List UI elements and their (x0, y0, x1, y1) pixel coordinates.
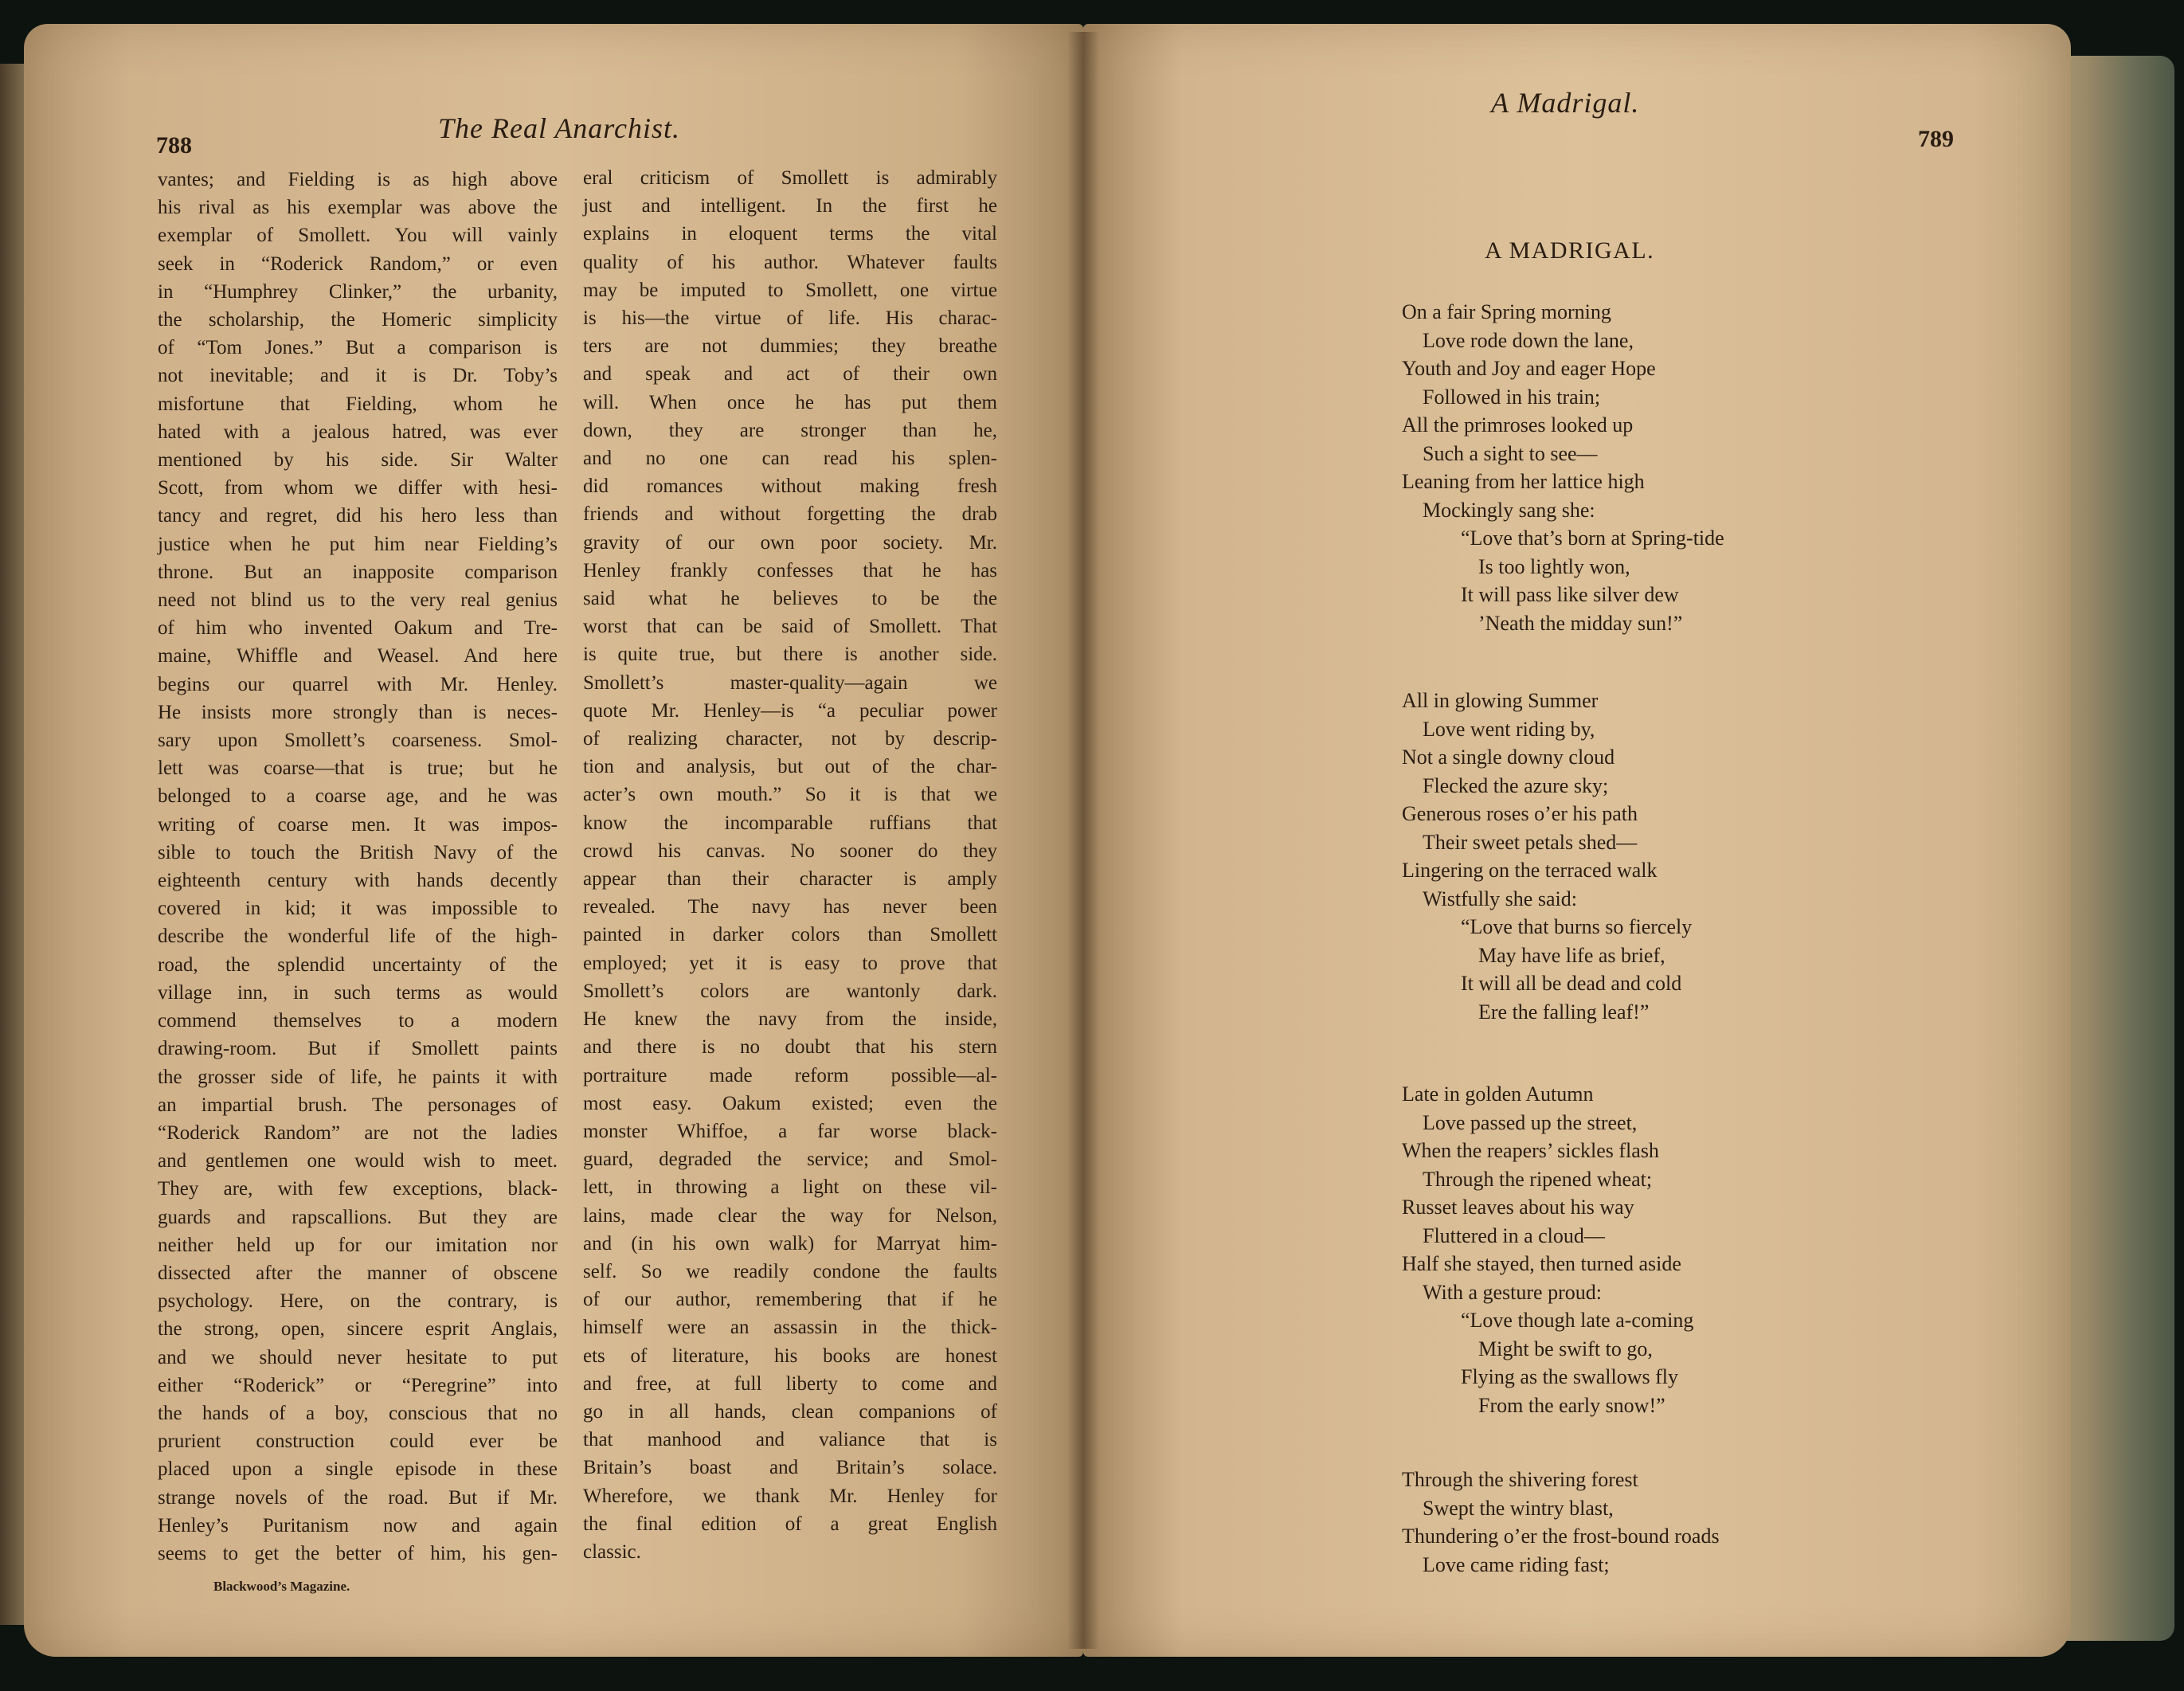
text-line: village inn, in such terms as would (158, 981, 558, 1004)
poem-line: Generous roses o’er his path (1402, 802, 1638, 825)
text-line: road, the splendid uncertainty of the (158, 953, 558, 976)
poem-line: Love passed up the street, (1423, 1110, 1638, 1134)
poem-line: Is too lightly won, (1478, 554, 1630, 578)
text-line: said what he believes to be the (583, 588, 997, 610)
poem-line: Flying as the swallows fly (1461, 1365, 1678, 1388)
text-line: eighteenth century with hands decently (158, 870, 558, 892)
text-line: seek in “Roderick Random,” or even (158, 252, 558, 275)
text-line: and (in his own walk) for Marryat him- (583, 1232, 997, 1255)
poem-line: Not a single downy cloud (1402, 746, 1615, 769)
text-line: vantes; and Fielding is as high above (158, 169, 558, 190)
text-line: and we should never hesitate to put (158, 1346, 558, 1368)
poem-line: Leaning from her lattice high (1402, 470, 1645, 493)
text-line: his rival as his exemplar was above the (158, 197, 558, 219)
text-line: either “Roderick” or “Peregrine” into (158, 1374, 558, 1396)
text-line: lains, made clear the way for Nelson, (583, 1204, 997, 1227)
text-line: the strong, open, sincere esprit Anglais, (158, 1318, 558, 1341)
poem-line: Followed in his train; (1423, 385, 1601, 409)
poem-line: Their sweet petals shed— (1423, 830, 1638, 854)
text-line: acter’s own mouth.” So it is that we (583, 784, 997, 806)
text-line: the grosser side of life, he paints it with (158, 1066, 558, 1088)
poem-line: Half she stayed, then turned aside (1402, 1252, 1681, 1275)
text-line: Smollett’s master-quality—again we (583, 671, 997, 694)
poem-line: Through the shivering forest (1402, 1468, 1638, 1491)
text-line: commend themselves to a modern (158, 1010, 558, 1032)
text-line: go in all hands, clean companions of (583, 1400, 997, 1423)
text-line: misfortune that Fielding, whom he (158, 393, 558, 415)
text-line: and speak and act of their own (583, 363, 997, 386)
text-line: and gentlemen one would wish to meet. (158, 1150, 558, 1172)
text-line: ets of literature, his books are honest (583, 1345, 997, 1367)
text-line: tion and analysis, but out of the char- (583, 756, 997, 778)
text-line: They are, with few exceptions, black- (158, 1178, 558, 1200)
poem-line: Love came riding fast; (1423, 1552, 1610, 1576)
text-line: is his—the virtue of life. His charac- (583, 307, 997, 330)
poem-line: Such a sight to see— (1423, 441, 1598, 465)
text-line: an impartial brush. The personages of (158, 1094, 558, 1116)
text-line: most easy. Oakum existed; even the (583, 1092, 997, 1114)
poem-line: May have life as brief, (1478, 943, 1665, 967)
text-line: guard, degraded the service; and Smol- (583, 1149, 997, 1171)
poem-line: On a fair Spring morning (1402, 300, 1611, 323)
poem-stanza (1402, 1466, 1720, 1579)
text-line: of “Tom Jones.” But a comparison is (158, 337, 558, 359)
text-line: painted in darker colors than Smollett (583, 924, 997, 946)
text-line: seems to get the better of him, his gen- (158, 1542, 558, 1564)
text-line: strange novels of the road. But if Mr. (158, 1486, 558, 1509)
book-gutter (1067, 32, 1099, 1649)
text-line: sible to touch the British Navy of the (158, 841, 558, 863)
text-line: worst that can be said of Smollett. That (583, 616, 997, 638)
poem-line: All the primroses looked up (1402, 413, 1634, 436)
poem-line: Youth and Joy and eager Hope (1402, 357, 1656, 380)
text-line: guards and rapscallions. But they are (158, 1206, 558, 1228)
text-line: exemplar of Smollett. You will vainly (158, 225, 558, 247)
poem-stanza (1402, 298, 1724, 637)
poem-line: “Love that’s born at Spring-tide (1461, 526, 1724, 550)
text-line: friends and without forgetting the drab (583, 503, 997, 526)
poem-line: Late in golden Autumn (1402, 1082, 1594, 1106)
text-line: not inevitable; and it is Dr. Toby’s (158, 365, 558, 387)
text-line: of our author, remembering that if he (583, 1289, 997, 1311)
poem-line: With a gesture proud: (1423, 1280, 1602, 1304)
poem-title: A MADRIGAL. (1485, 237, 1655, 264)
text-line: drawing-room. But if Smollett paints (158, 1038, 558, 1060)
text-line: mentioned by his side. Sir Walter (158, 449, 558, 472)
text-line: the final edition of a great English (583, 1513, 997, 1535)
text-line: ters are not dummies; they breathe (583, 335, 997, 358)
text-line: appear than their character is amply (583, 868, 997, 891)
text-line: classic. (583, 1540, 641, 1563)
poem-line: Love rode down the lane, (1423, 328, 1634, 352)
text-line: covered in kid; it was impossible to (158, 898, 558, 920)
text-line: of him who invented Oakum and Tre- (158, 617, 558, 640)
text-line: revealed. The navy has never been (583, 896, 997, 918)
poem-line: Russet leaves about his way (1402, 1196, 1634, 1219)
text-line: neither held up for our imitation nor (158, 1234, 558, 1256)
text-line: employed; yet it is easy to prove that (583, 952, 997, 974)
text-line: Henley frankly confesses that he has (583, 559, 997, 581)
text-line: will. When once he has put them (583, 391, 997, 413)
text-line: placed upon a single episode in these (158, 1458, 558, 1481)
text-line: describe the wonderful life of the high- (158, 926, 558, 948)
text-line: portraiture made reform possible—al- (583, 1064, 997, 1086)
text-line: and there is no doubt that his stern (583, 1036, 997, 1059)
text-line: and no one can read his splen- (583, 448, 997, 470)
left-page-number: 788 (156, 132, 192, 159)
left-text-column-2 (583, 164, 997, 1566)
poem-line: Swept the wintry blast, (1423, 1496, 1614, 1520)
poem-line: Might be swift to go, (1478, 1337, 1653, 1360)
text-line: know the incomparable ruffians that (583, 812, 997, 834)
text-line: the hands of a boy, conscious that no (158, 1402, 558, 1424)
text-line: begins our quarrel with Mr. Henley. (158, 673, 558, 695)
text-line: sary upon Smollett’s coarseness. Smol- (158, 730, 558, 752)
text-line: explains in eloquent terms the vital (583, 223, 997, 245)
poem-line: Flecked the azure sky; (1423, 773, 1609, 797)
text-line: monster Whiffoe, a far worse black- (583, 1120, 997, 1142)
text-line: down, they are stronger than he, (583, 419, 997, 441)
text-line: himself were an assassin in the thick- (583, 1317, 997, 1339)
text-line: did romances without making fresh (583, 476, 997, 498)
poem-line: ’Neath the midday sun!” (1478, 611, 1683, 635)
text-line: throne. But an inapposite comparison (158, 561, 558, 583)
text-line: He insists more strongly than is neces- (158, 701, 558, 723)
text-line: of realizing character, not by descrip- (583, 728, 997, 750)
source-attribution: Blackwood’s Magazine. (213, 1579, 350, 1594)
poem-stanza (1402, 1080, 1693, 1419)
text-line: Wherefore, we thank Mr. Henley for (583, 1485, 997, 1507)
text-line: hated with a jealous hatred, was ever (158, 421, 558, 443)
poem-stanza (1402, 687, 1692, 1026)
text-line: Smollett’s colors are wantonly dark. (583, 980, 997, 1002)
text-line: Britain’s boast and Britain’s solace. (583, 1457, 997, 1479)
text-line: tancy and regret, did his hero less than (158, 505, 558, 527)
text-line: in “Humphrey Clinker,” the urbanity, (158, 280, 558, 303)
poem-line: “Love though late a-coming (1461, 1309, 1694, 1332)
text-line: that manhood and valiance that is (583, 1429, 997, 1451)
text-line: prurient construction could ever be (158, 1431, 558, 1453)
text-line: lett was coarse—that is true; but he (158, 757, 558, 780)
poem-line: Love went riding by, (1423, 717, 1595, 741)
poem-line: Fluttered in a cloud— (1423, 1223, 1605, 1247)
text-line: justice when he put him near Fielding’s (158, 533, 558, 555)
text-line: maine, Whiffle and Weasel. And here (158, 645, 558, 667)
right-running-head: A Madrigal. (1491, 87, 1640, 119)
poem-line: It will pass like silver dew (1461, 583, 1679, 606)
text-line: writing of coarse men. It was impos- (158, 813, 558, 836)
poem-line: “Love that burns so fiercely (1461, 915, 1693, 938)
text-line: Henley’s Puritanism now and again (158, 1514, 558, 1536)
poem-line: Lingering on the terraced walk (1402, 859, 1658, 882)
text-line: eral criticism of Smollett is admirably (583, 167, 997, 189)
text-line: may be imputed to Smollett, one virtue (583, 279, 997, 301)
poem-line: Wistfully she said: (1423, 887, 1577, 910)
poem-line: Through the ripened wheat; (1423, 1167, 1653, 1191)
poem-line: Mockingly sang she: (1423, 498, 1595, 522)
text-line: need not blind us to the very real genius (158, 589, 558, 612)
poem-line: Ere the falling leaf!” (1478, 1000, 1650, 1024)
text-line: crowd his canvas. No sooner do they (583, 840, 997, 862)
text-line: dissected after the manner of obscene (158, 1262, 558, 1284)
text-line: quality of his author. Whatever faults (583, 251, 997, 273)
text-line: belonged to a coarse age, and he was (158, 785, 558, 808)
left-text-column-1 (158, 166, 558, 1568)
poem-line: When the reapers’ sickles flash (1402, 1139, 1659, 1162)
poem-line: It will all be dead and cold (1461, 972, 1682, 995)
poem-line: From the early snow!” (1478, 1393, 1665, 1417)
left-running-head: The Real Anarchist. (438, 112, 680, 144)
text-line: quote Mr. Henley—is “a peculiar power (583, 699, 997, 722)
text-line: Scott, from whom we differ with hesi- (158, 477, 558, 499)
right-page-number: 789 (1918, 126, 1954, 152)
text-line: and free, at full liberty to come and (583, 1372, 997, 1395)
text-line: self. So we readily condone the faults (583, 1260, 997, 1282)
text-line: just and intelligent. In the first he (583, 195, 997, 217)
text-line: is quite true, but there is another side. (583, 644, 997, 666)
poem-line: All in glowing Summer (1402, 689, 1599, 712)
text-line: “Roderick Random” are not the ladies (158, 1121, 558, 1144)
text-line: the scholarship, the Homeric simplicity (158, 309, 558, 331)
text-line: psychology. Here, on the contrary, is (158, 1290, 558, 1313)
text-line: gravity of our own poor society. Mr. (583, 531, 997, 554)
text-line: lett, in throwing a light on these vil- (583, 1176, 997, 1199)
text-line: He knew the navy from the inside, (583, 1008, 997, 1031)
poem-line: Thundering o’er the frost-bound roads (1402, 1525, 1720, 1548)
